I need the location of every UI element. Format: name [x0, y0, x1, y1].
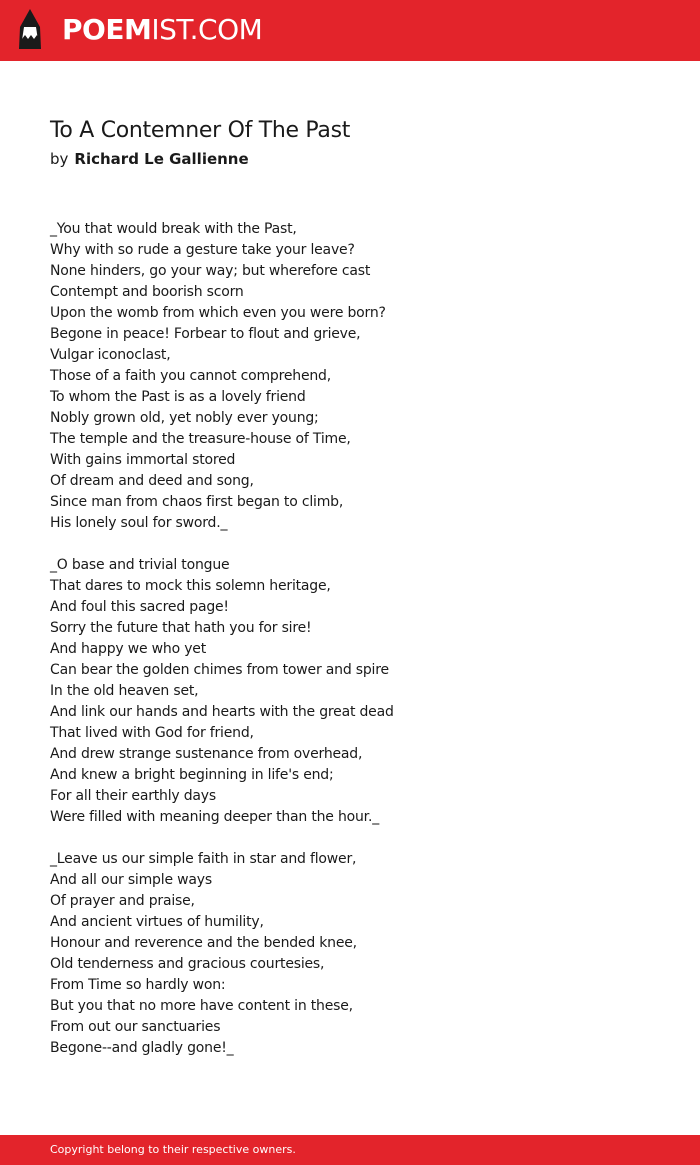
poem-line: To whom the Past is as a lovely friend [50, 389, 306, 405]
poem-line: And knew a bright beginning in life's end; [50, 767, 334, 783]
poem-line: The temple and the treasure-house of Time, [50, 431, 351, 447]
poem-line: Can bear the golden chimes from tower and spire [50, 662, 389, 678]
by-label: by [50, 150, 69, 168]
poem-line: And all our simple ways [50, 872, 212, 888]
author-name: Richard Le Gallienne [74, 150, 249, 168]
poem-line: Sorry the future that hath you for sire! [50, 620, 312, 636]
poem-line: Old tenderness and gracious courtesies, [50, 956, 325, 972]
poem-line: And happy we who yet [50, 641, 206, 657]
poem-line: Since man from chaos first began to climb, [50, 494, 344, 510]
poem-stanza [50, 555, 650, 828]
site-footer [0, 1135, 700, 1165]
poem-line: Upon the womb from which even you were born? [50, 305, 386, 321]
logo-light-text: IST.COM [151, 13, 263, 46]
poem-line: With gains immortal stored [50, 452, 236, 468]
poem-line: _You that would break with the Past, [50, 221, 297, 237]
logo-bold-text: POEM [62, 13, 152, 46]
poem-line: Honour and reverence and the bended knee, [50, 935, 357, 951]
poem-line: His lonely soul for sword._ [50, 515, 228, 531]
poem-line: Those of a faith you cannot comprehend, [50, 368, 331, 384]
poem-line: _O base and trivial tongue [50, 557, 230, 573]
poem-line: Begone in peace! Forbear to flout and grieve, [50, 326, 361, 342]
poem-line: For all their earthly days [50, 788, 216, 804]
poem-line: Nobly grown old, yet nobly ever young; [50, 410, 319, 426]
poem-line: From Time so hardly won: [50, 977, 226, 993]
poem-line: And drew strange sustenance from overhead, [50, 746, 363, 762]
poem-line: And link our hands and hearts with the great dead [50, 704, 394, 720]
poem-line: Begone--and gladly gone!_ [50, 1040, 234, 1056]
poem-line: In the old heaven set, [50, 683, 199, 699]
poem-line: That dares to mock this solemn heritage, [50, 578, 331, 594]
poem-line: And ancient virtues of humility, [50, 914, 264, 930]
poem-line: That lived with God for friend, [50, 725, 254, 741]
site-logo[interactable] [62, 12, 262, 48]
poem-line: Of prayer and praise, [50, 893, 195, 909]
poem-line: Were filled with meaning deeper than the hour._ [50, 809, 379, 825]
poem-stanza [50, 849, 650, 1059]
poem-line: And foul this sacred page! [50, 599, 229, 615]
byline [50, 149, 249, 169]
pencil-icon[interactable] [18, 9, 42, 51]
poem-line: None hinders, go your way; but wherefore cast [50, 263, 371, 279]
poem-line: Contempt and boorish scorn [50, 284, 244, 300]
copyright-notice: Copyright belong to their respective owners. [50, 1143, 296, 1156]
poem-line: _Leave us our simple faith in star and flower, [50, 851, 357, 867]
site-header [0, 0, 700, 61]
poem-body [50, 219, 650, 1080]
poem-line: Vulgar iconoclast, [50, 347, 171, 363]
poem-line: But you that no more have content in these, [50, 998, 353, 1014]
poem-line: From out our sanctuaries [50, 1019, 221, 1035]
poem-line: Of dream and deed and song, [50, 473, 254, 489]
poem-line: Why with so rude a gesture take your leave? [50, 242, 355, 258]
poem-stanza [50, 219, 650, 534]
poem-title: To A Contemner Of The Past [50, 118, 351, 143]
